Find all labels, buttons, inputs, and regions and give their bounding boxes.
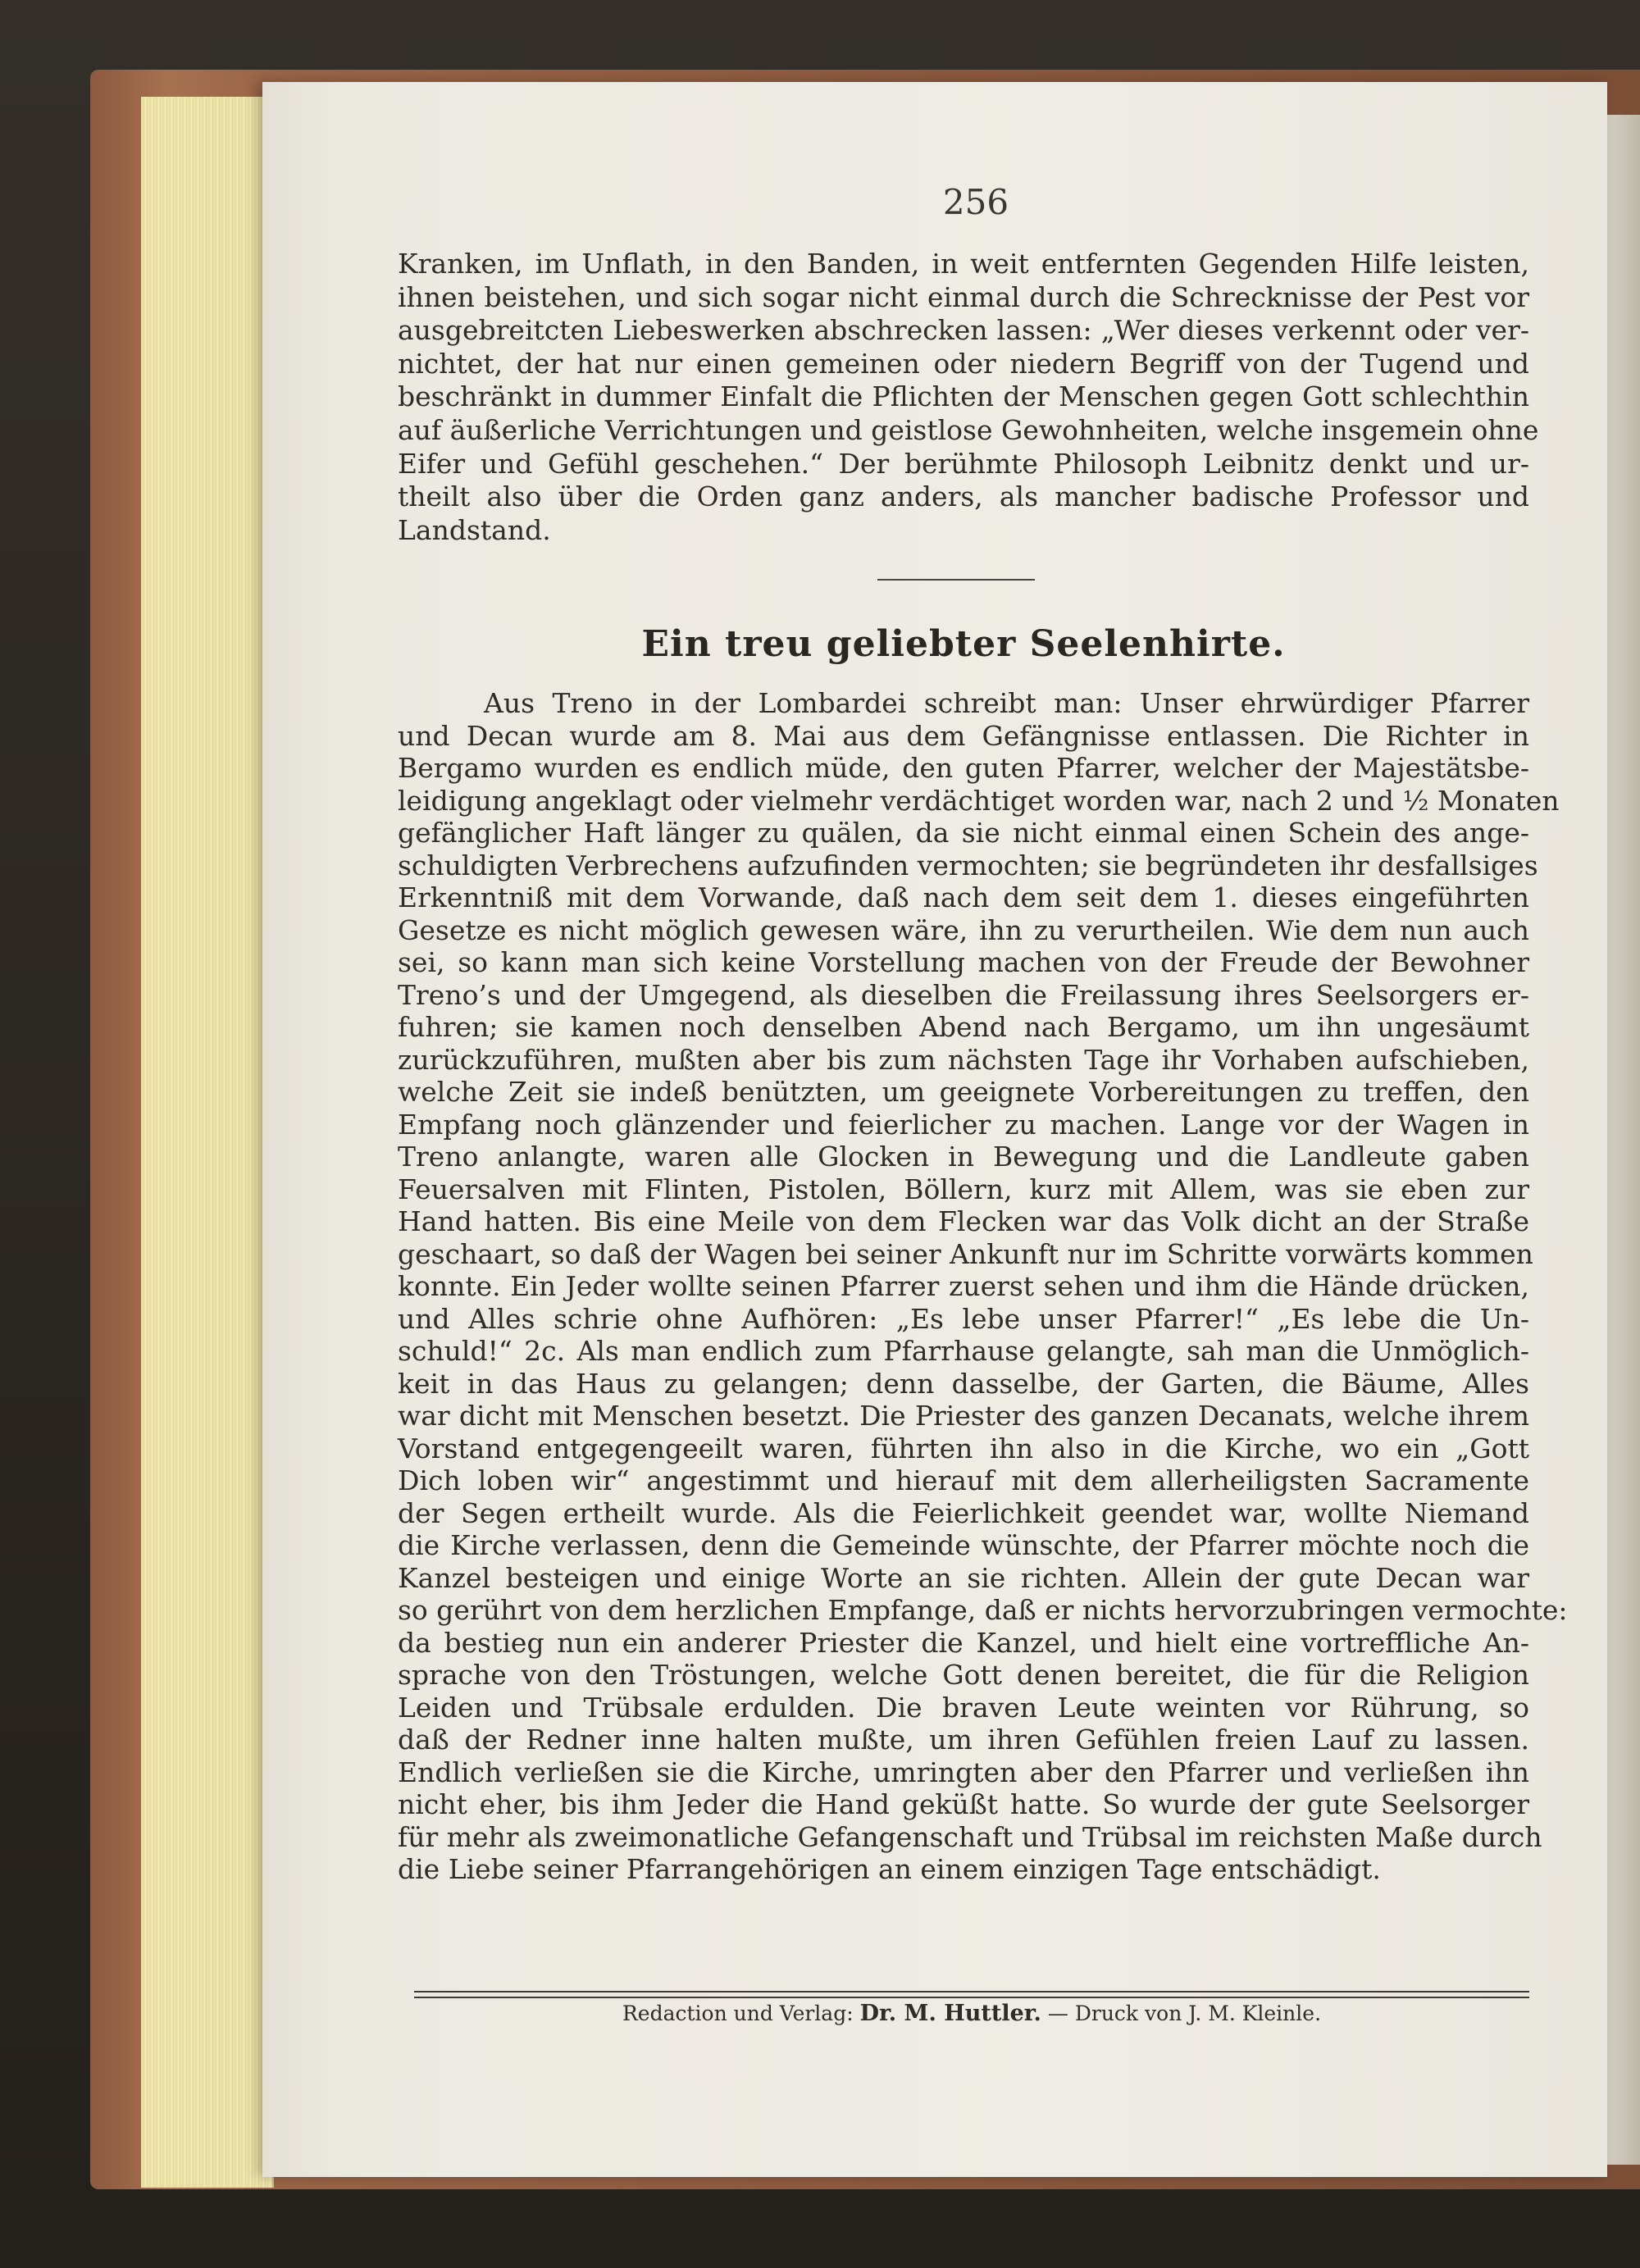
text-line: schuldigten Verbrechens aufzufinden vermochten; sie begründeten ihr desfallsiges <box>398 849 1538 881</box>
text-line: war dicht mit Menschen besetzt. Die Priester des ganzen Decanats, welche ihrem <box>398 1400 1529 1432</box>
text-line: die Liebe seiner Pfarrangehörigen an einem einzigen Tage entschädigt. <box>398 1853 1381 1885</box>
text-line: schuld!“ 2c. Als man endlich zum Pfarrhause gelangte, sah man die Unmöglich- <box>398 1335 1529 1367</box>
text-line: Dich loben wir“ angestimmt und hierauf mit dem allerheiligsten Sacramente <box>398 1464 1529 1496</box>
text-line: fuhren; sie kamen noch denselben Abend nach Bergamo, um ihn ungesäumt <box>398 1011 1529 1043</box>
text-line: beschränkt in dummer Einfalt die Pflichten der Menschen gegen Gott schlechthin <box>398 380 1529 413</box>
text-line: Kranken, im Unflath, in den Banden, in weit entfernten Gegenden Hilfe leisten, <box>398 248 1529 280</box>
text-line: und Alles schrie ohne Aufhören: „Es lebe unser Pfarrer!“ „Es lebe die Un- <box>398 1302 1529 1335</box>
text-line: für mehr als zweimonatliche Gefangenschaft und Trübsal im reichsten Maße durch <box>398 1820 1542 1853</box>
text-line: keit in das Haus zu gelangen; denn dasselbe, der Garten, die Bäume, Alles <box>398 1367 1529 1400</box>
text-line: zurückzuführen, mußten aber bis zum nächsten Tage ihr Vorhaben aufschieben, <box>398 1043 1529 1076</box>
gilt-page-edges <box>141 97 274 2188</box>
imprint <box>414 2001 1529 2026</box>
text-line: sprache von den Tröstungen, welche Gott denen bereitet, die für die Religion <box>398 1659 1529 1691</box>
imprint-printer: Druck von J. M. Kleinle. <box>1074 2002 1322 2025</box>
article-title: Ein treu geliebter Seelenhirte. <box>641 623 1286 665</box>
facing-page-edge <box>1603 115 1640 2165</box>
text-line: nichtet, der hat nur einen gemeinen oder niedern Begriff von der Tugend und <box>398 347 1529 380</box>
text-line: so gerührt von dem herzlichen Empfange, daß er nichts hervorzubringen vermochte: <box>398 1594 1568 1626</box>
text-line: Aus Treno in der Lombardei schreibt man: Unser ehrwürdiger Pfarrer <box>484 687 1529 719</box>
imprint-dash: — <box>1047 2002 1068 2025</box>
text-line: Kanzel besteigen und einige Worte an sie richten. Allein der gute Decan war <box>398 1561 1529 1594</box>
footer-rule <box>414 1991 1529 1998</box>
text-line: und Decan wurde am 8. Mai aus dem Gefängnisse entlassen. Die Richter in <box>398 719 1529 752</box>
text-line: Vorstand entgegengeeilt waren, führten ihn also in die Kirche, wo ein „Gott <box>398 1432 1529 1464</box>
imprint-editor: Dr. M. Huttler. <box>859 2001 1041 2026</box>
section-divider <box>877 579 1035 581</box>
text-line: Leiden und Trübsale erdulden. Die braven Leute weinten vor Rührung, so <box>398 1691 1529 1724</box>
text-line: nicht eher, bis ihm Jeder die Hand geküßt hatte. So wurde der gute Seelsorger <box>398 1788 1529 1820</box>
text-line: da bestieg nun ein anderer Priester die Kanzel, und hielt eine vortreffliche An- <box>398 1626 1529 1659</box>
text-line: auf äußerliche Verrichtungen und geistlose Gewohnheiten, welche insgemein ohne <box>398 413 1539 446</box>
text-line: Hand hatten. Bis eine Meile von dem Flecken war das Volk dicht an der Straße <box>398 1205 1529 1237</box>
text-line: theilt also über die Orden ganz anders, als mancher badische Professor und <box>398 480 1529 513</box>
text-line: Eifer und Gefühl geschehen.“ Der berühmte Philosoph Leibnitz denkt und ur- <box>398 447 1529 480</box>
text-line: geschaart, so daß der Wagen bei seiner Ankunft nur im Schritte vorwärts kommen <box>398 1237 1533 1270</box>
text-line: leidigung angeklagt oder vielmehr verdächtiget worden war, nach 2 und ½ Monaten <box>398 784 1560 817</box>
text-line: Bergamo wurden es endlich müde, den guten Pfarrer, welcher der Majestätsbe- <box>398 752 1529 784</box>
text-line: der Segen ertheilt wurde. Als die Feierlichkeit geendet war, wollte Niemand <box>398 1496 1529 1529</box>
page-number: 256 <box>942 182 1009 222</box>
text-line: Erkenntniß mit dem Vorwande, daß nach dem seit dem 1. dieses eingeführten <box>398 881 1529 913</box>
text-line: Endlich verließen sie die Kirche, umringten aber den Pfarrer und verließen ihn <box>398 1756 1529 1788</box>
continuation-text <box>398 248 1539 547</box>
text-line: Gesetze es nicht möglich gewesen wäre, ihn zu verurtheilen. Wie dem nun auch <box>398 913 1529 946</box>
text-line: Empfang noch glänzender und feierlicher zu machen. Lange vor der Wagen in <box>398 1108 1529 1141</box>
imprint-prefix: Redaction und Verlag: <box>622 2002 854 2025</box>
text-line: Feuersalven mit Flinten, Pistolen, Böllern, kurz mit Allem, was sie eben zur <box>398 1173 1529 1205</box>
text-line: die Kirche verlassen, denn die Gemeinde wünschte, der Pfarrer möchte noch die <box>398 1529 1529 1561</box>
text-line: konnte. Ein Jeder wollte seinen Pfarrer zuerst sehen und ihm die Hände drücken, <box>398 1270 1529 1302</box>
text-line: gefänglicher Haft länger zu quälen, da sie nicht einmal einen Schein des ange- <box>398 817 1529 849</box>
text-line: ausgebreitcten Liebeswerken abschrecken lassen: „Wer dieses verkennt oder ver- <box>398 314 1529 347</box>
text-line: daß der Redner inne halten mußte, um ihren Gefühlen freien Lauf zu lassen. <box>398 1724 1529 1756</box>
text-line: Treno anlangte, waren alle Glocken in Bewegung und die Landleute gaben <box>398 1141 1529 1173</box>
text-line: Landstand. <box>398 513 551 546</box>
article-body <box>398 687 1568 1886</box>
text-line: welche Zeit sie indeß benützten, um geeignete Vorbereitungen zu treffen, den <box>398 1076 1529 1108</box>
text-line: Treno’s und der Umgegend, als dieselben die Freilassung ihres Seelsorgers er- <box>398 978 1529 1011</box>
text-line: ihnen beistehen, und sich sogar nicht einmal durch die Schrecknisse der Pest vor <box>398 280 1529 313</box>
text-line: sei, so kann man sich keine Vorstellung machen von der Freude der Bewohner <box>398 946 1529 978</box>
